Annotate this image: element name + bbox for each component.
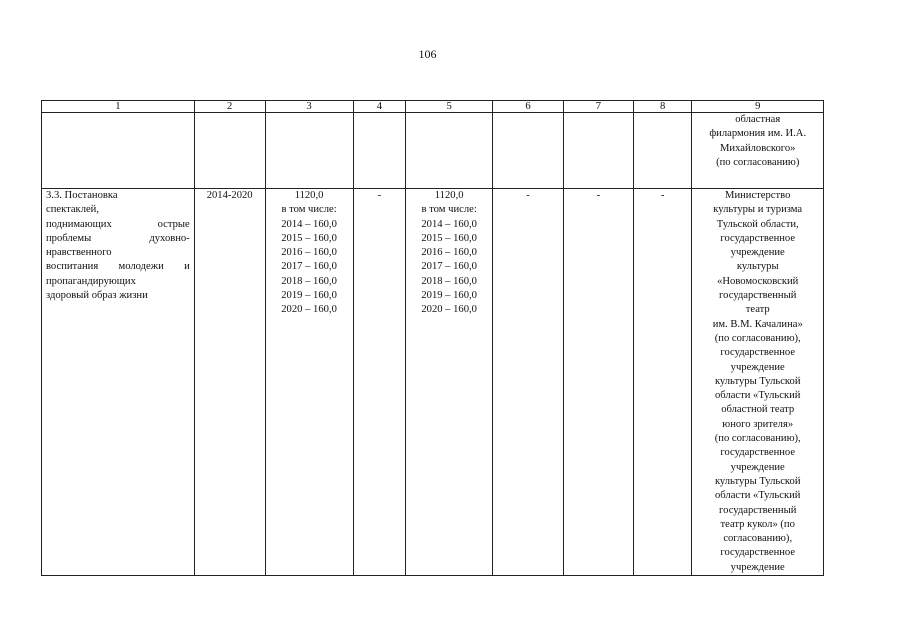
continued-executor-line: областная <box>735 114 781 125</box>
executor-line: согласованию), <box>723 533 793 545</box>
executor-line: учреждение <box>730 461 785 473</box>
col4-cell: - <box>353 189 406 576</box>
executor-line: культуры Тульской <box>714 375 801 387</box>
executor-line: области «Тульский <box>715 490 801 502</box>
header-col-7: 7 <box>563 101 633 113</box>
total-funding-cell <box>265 189 353 576</box>
executor-line: культуры <box>736 261 779 273</box>
executor-line: театр кукол» (по <box>720 518 795 530</box>
executor-line: учреждение <box>730 361 785 373</box>
continued-executor-line: филармония им. И.А. <box>709 128 807 140</box>
executor-cell <box>692 189 824 576</box>
continued-executor-cell <box>692 113 824 189</box>
executor-line: областной театр <box>721 404 795 416</box>
col6-cell: - <box>493 189 564 576</box>
column-number-header <box>42 101 824 113</box>
executor-line: театр <box>745 304 770 316</box>
header-col-8: 8 <box>633 101 692 113</box>
measure-name-line: 3.3. Постановка <box>46 190 118 201</box>
executor-line: учреждение <box>730 247 785 259</box>
measure-name-line: пропагандирующих <box>46 275 136 287</box>
col5-funding-cell <box>406 189 493 576</box>
funding-line: 2015 – 160,0 <box>421 232 477 244</box>
executor-line: государственное <box>720 547 796 559</box>
measure-name-line: поднимающих острые <box>46 218 190 230</box>
executor-line: государственное <box>720 347 796 359</box>
funding-line: 2015 – 160,0 <box>281 232 337 244</box>
executor-line: государственное <box>720 232 796 244</box>
executor-line: государственное <box>720 447 796 459</box>
executor-line: области «Тульский <box>715 390 801 402</box>
executor-line: учреждение <box>730 561 785 573</box>
col7-cell: - <box>563 189 633 576</box>
funding-line: 2020 – 160,0 <box>281 304 337 316</box>
executor-line: им. В.М. Качалина» <box>712 318 803 330</box>
executor-line: Министерство <box>725 190 791 201</box>
col8-cell: - <box>633 189 692 576</box>
funding-line: 2016 – 160,0 <box>281 247 337 259</box>
funding-line: в том числе: <box>421 204 477 216</box>
header-col-4: 4 <box>353 101 406 113</box>
measure-name-line: нравственного <box>46 247 112 259</box>
continued-row <box>42 113 824 189</box>
funding-line: 1120,0 <box>434 190 464 201</box>
measure-name-line: здоровый образ жизни <box>46 290 148 302</box>
measure-name-line: спектаклей, <box>46 204 99 216</box>
header-col-6: 6 <box>493 101 564 113</box>
header-col-5: 5 <box>406 101 493 113</box>
executor-line: (по согласованию), <box>714 332 801 344</box>
executor-line: (по согласованию), <box>714 433 801 445</box>
executor-line: Тульской области, <box>716 218 799 230</box>
executor-line: юного зрителя» <box>722 418 794 430</box>
funding-line: 2020 – 160,0 <box>421 304 477 316</box>
executor-line: государственный <box>719 290 797 302</box>
funding-line: 2014 – 160,0 <box>421 218 477 230</box>
funding-line: 1120,0 <box>294 190 324 201</box>
funding-line: 2018 – 160,0 <box>281 275 337 287</box>
header-col-9: 9 <box>692 101 824 113</box>
executor-line: культуры Тульской <box>714 475 801 487</box>
continued-executor-line: Михайловского» <box>720 142 796 154</box>
funding-line: 2017 – 160,0 <box>421 261 477 273</box>
measure-name-line: воспитания молодежи и <box>46 261 190 273</box>
funding-line: 2016 – 160,0 <box>421 247 477 259</box>
funding-line: 2018 – 160,0 <box>421 275 477 287</box>
funding-line: 2019 – 160,0 <box>281 290 337 302</box>
funding-line: 2019 – 160,0 <box>421 290 477 302</box>
executor-line: культуры и туризма <box>713 204 803 216</box>
table-row <box>42 189 824 576</box>
program-table <box>41 100 824 576</box>
period-cell: 2014-2020 <box>194 189 265 576</box>
header-col-1: 1 <box>42 101 195 113</box>
measure-name-line: проблемы духовно- <box>46 232 190 244</box>
funding-line: в том числе: <box>281 204 337 216</box>
funding-line: 2014 – 160,0 <box>281 218 337 230</box>
executor-line: государственный <box>719 504 797 516</box>
funding-line: 2017 – 160,0 <box>281 261 337 273</box>
header-col-3: 3 <box>265 101 353 113</box>
executor-line: «Новомосковский <box>717 275 799 287</box>
page-number: 106 <box>418 47 437 61</box>
continued-executor-line: (по согласованию) <box>716 156 800 168</box>
measure-name-cell <box>42 189 195 576</box>
header-col-2: 2 <box>194 101 265 113</box>
